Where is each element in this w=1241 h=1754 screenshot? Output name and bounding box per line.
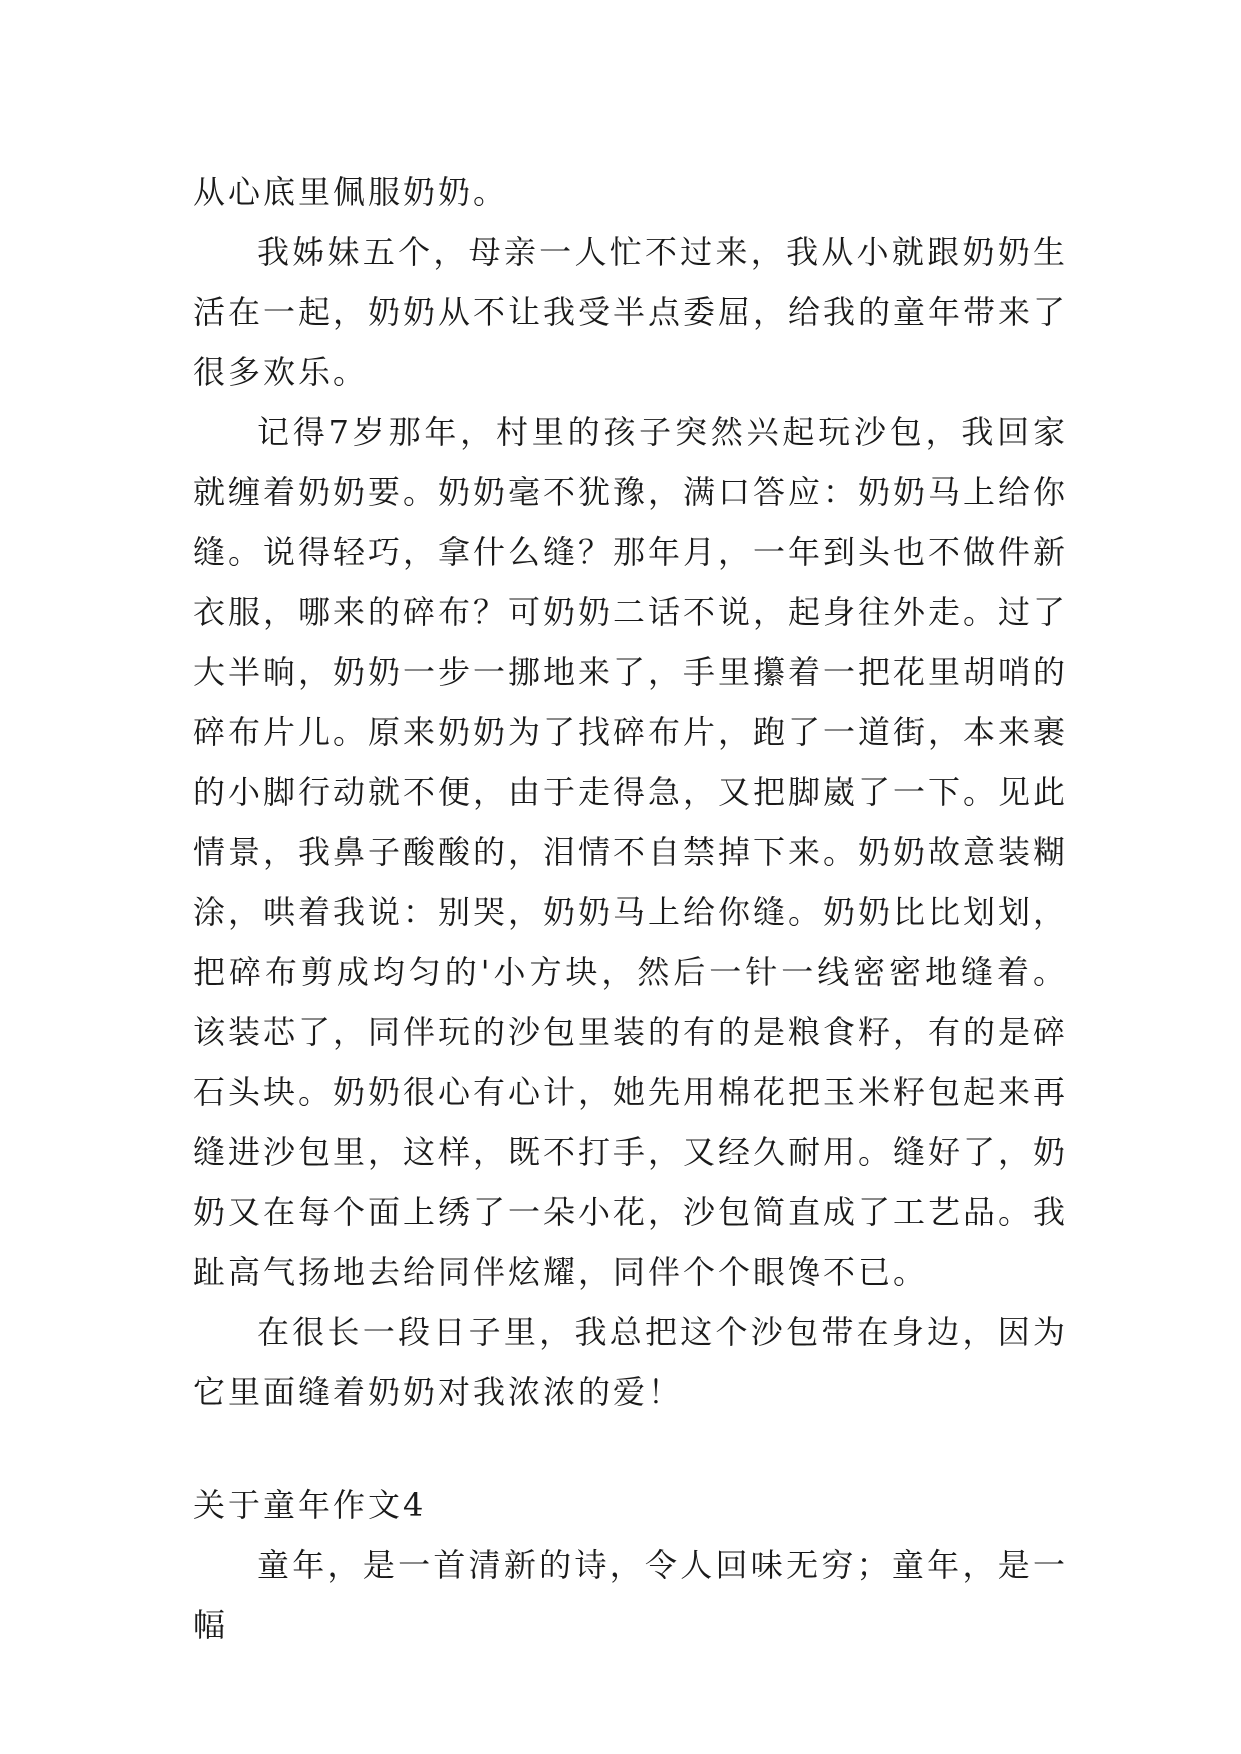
paragraph-essay-4-opening: 童年，是一首清新的诗，令人回味无穷；童年，是一幅 xyxy=(193,1546,1068,1644)
document-body xyxy=(193,162,1068,1655)
paragraph-continued: 从心底里佩服奶奶。 xyxy=(193,173,509,211)
paragraph-siblings: 我姊妹五个，母亲一人忙不过来，我从小就跟奶奶生活在一起，奶奶从不让我受半点委屈，给我的童年带来了很多欢乐。 xyxy=(193,233,1069,391)
paragraph-closing: 在很长一段日子里，我总把这个沙包带在身边，因为它里面缝着奶奶对我浓浓的爱！ xyxy=(193,1313,1068,1411)
essay-heading: 关于童年作文4 xyxy=(193,1486,427,1524)
paragraph-sandbag-story: 记得7岁那年，村里的孩子突然兴起玩沙包，我回家就缠着奶奶要。奶奶毫不犹豫，满口答应：奶奶马上给你缝。说得轻巧，拿什么缝？那年月，一年到头也不做件新衣服，哪来的碎布？可奶奶二话不说，起身往外走。过了大半晌，奶奶一步一挪地来了，手里攥着一把花里胡哨的碎布片儿。原来奶奶为了找碎布片，跑了一道街，本来裹的小脚行动就不便，由于走得急，又把脚崴了一下。见此情景，我鼻子酸酸的，泪情不自禁掉下来。奶奶故意装糊涂，哄着我说：别哭，奶奶马上给你缝。奶奶比比划划，把碎布剪成均匀的'小方块，然后一针一线密密地缝着。该装芯了，同伴玩的沙包里装的有的是粮食籽，有的是碎石头块。奶奶很心有心计，她先用棉花把玉米籽包起来再缝进沙包里，这样，既不打手，又经久耐用。缝好了，奶奶又在每个面上绣了一朵小花，沙包简直成了工艺品。我趾高气扬地去给同伴炫耀，同伴个个眼馋不已。 xyxy=(193,413,1069,1291)
